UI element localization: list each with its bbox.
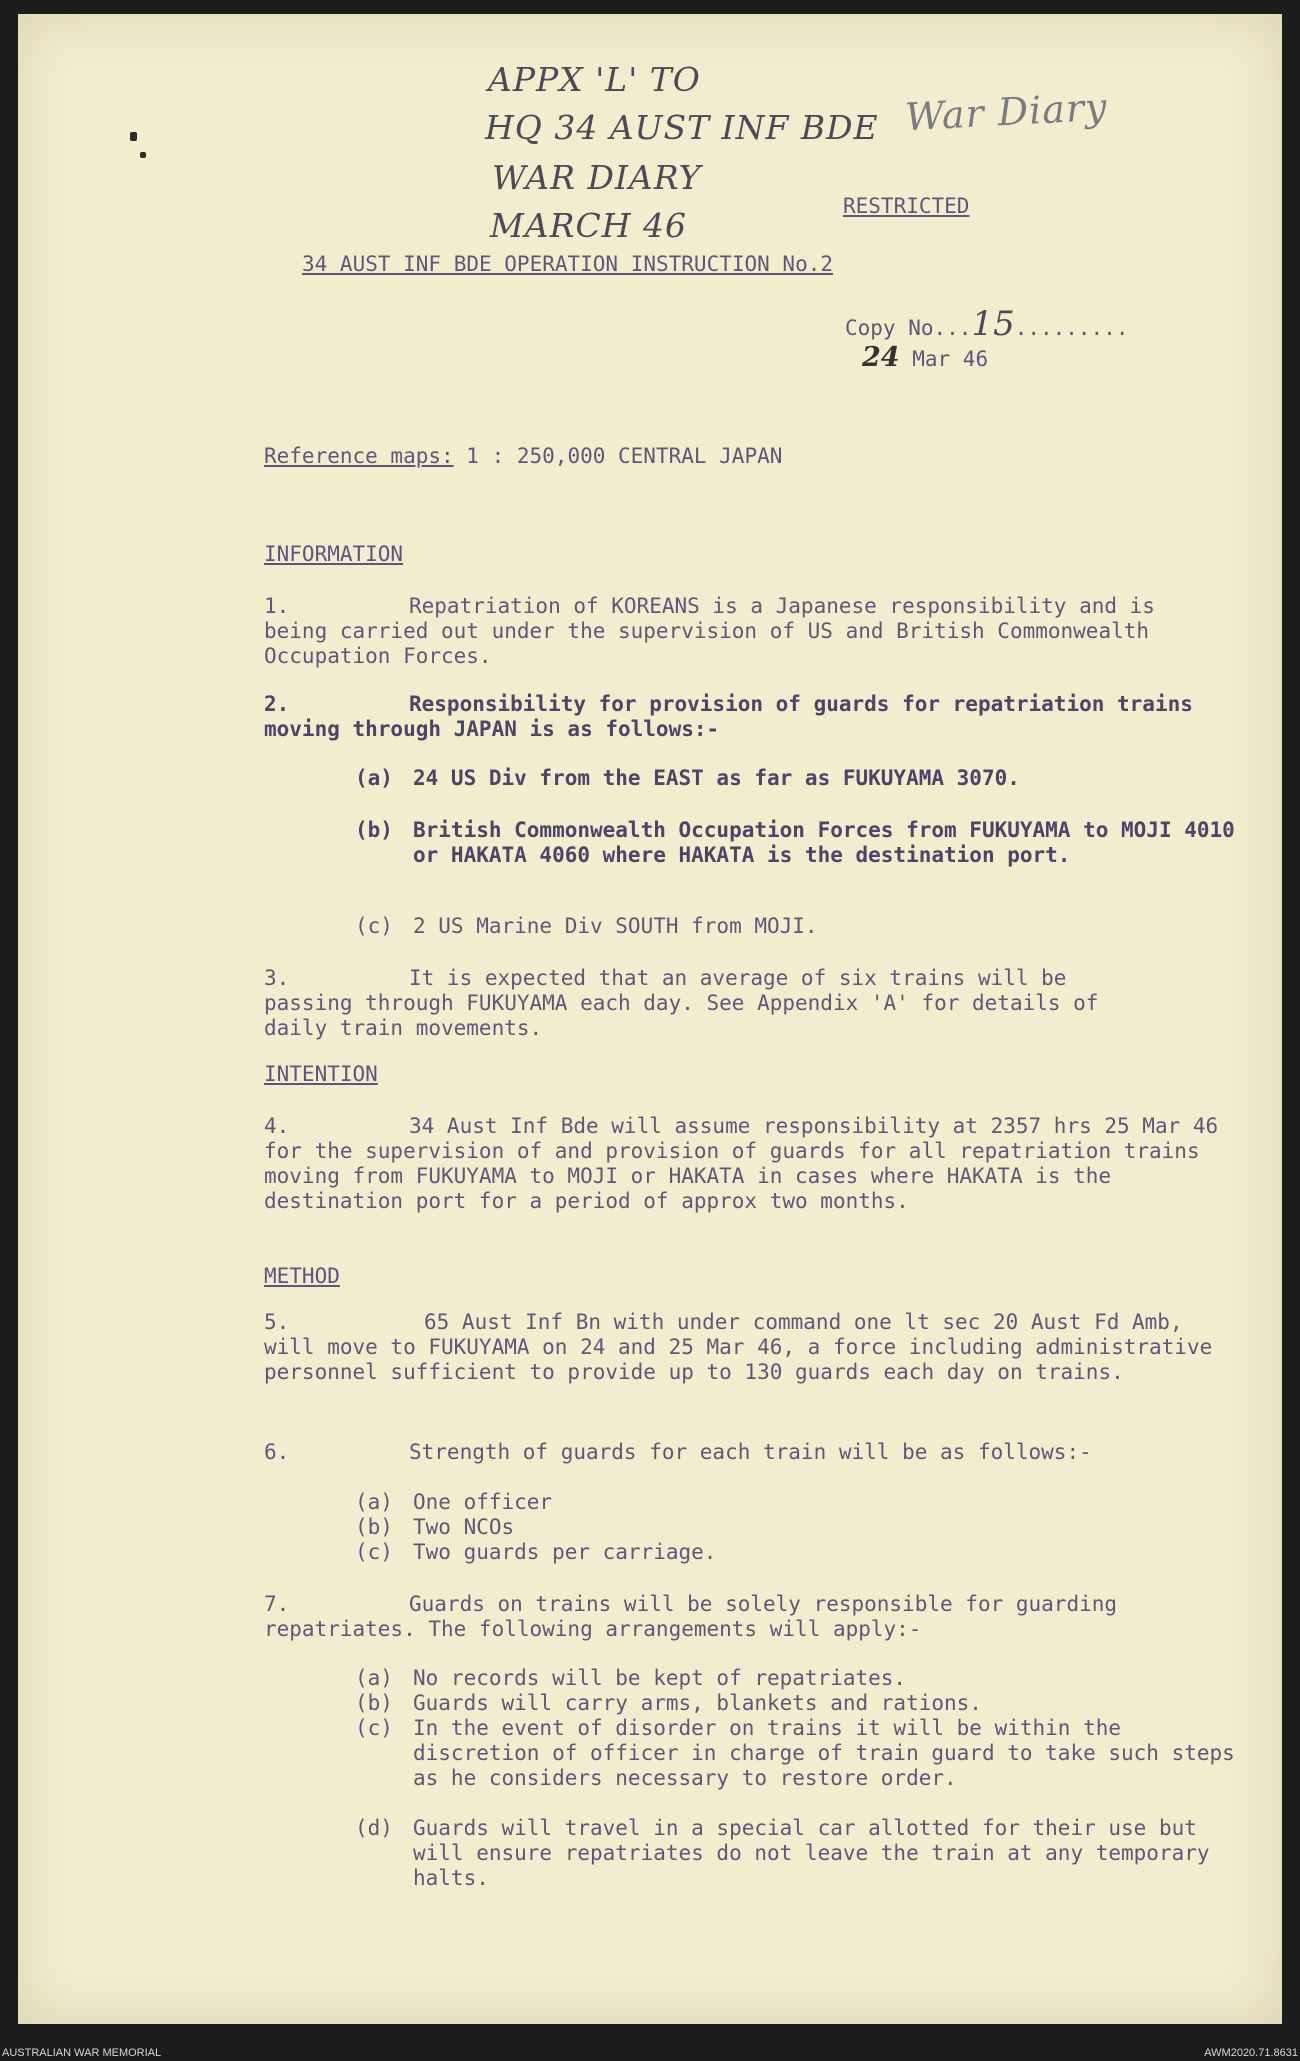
section-method-heading: METHOD <box>264 1264 340 1288</box>
paragraph-2-item-b: (b) British Commonwealth Occupation Forces from FUKUYAMA to MOJI 4010 or HAKATA 4060 where HAKATA is the destination port. <box>355 818 1235 867</box>
document-title: 34 AUST INF BDE OPERATION INSTRUCTION No.2 <box>302 252 834 276</box>
footer-source: AUSTRALIAN WAR MEMORIAL <box>2 2047 162 2059</box>
reference-maps-value: 1 : 250,000 CENTRAL JAPAN <box>453 444 783 468</box>
handwritten-date-day: 24 <box>862 342 900 373</box>
handwritten-annotation-line-1: APPX 'L' TO <box>488 60 701 99</box>
paragraph-7-item-a: (a) No records will be kept of repatriates. <box>355 1666 907 1690</box>
paragraph-6: 6. Strength of guards for each train will be as follows:- <box>264 1440 1092 1464</box>
paragraph-1: 1. Repatriation of KOREANS is a Japanese responsibility and is being carried out under the supervision of US and British Commonwealth Occupation Forces. <box>264 594 1155 668</box>
paragraph-6-item-b: (b) Two NCOs <box>355 1515 515 1539</box>
paragraph-6-item-c: (c) Two guards per carriage. <box>355 1540 717 1564</box>
paragraph-5: 5. 65 Aust Inf Bn with under command one lt sec 20 Aust Fd Amb, will move to FUKUYAMA on 24 and 25 Mar 46, a force including administrative personnel sufficient to provide up to 130 guards each day on trains. <box>264 1310 1213 1384</box>
paragraph-2-item-a: (a) 24 US Div from the EAST as far as FUKUYAMA 3070. <box>355 766 1020 790</box>
paragraph-7-item-c: (c) In the event of disorder on trains it will be within the discretion of officer in charge of train guard to take such steps as he considers necessary to restore order. <box>355 1716 1235 1790</box>
section-information-heading: INFORMATION <box>264 542 404 566</box>
paragraph-6-item-a: (a) One officer <box>355 1490 553 1514</box>
copy-number-line: Copy No...15......... <box>845 304 1129 344</box>
ink-mark <box>140 152 146 158</box>
paragraph-4: 4. 34 Aust Inf Bde will assume responsibility at 2357 hrs 25 Mar 46 for the supervision of and provision of guards for all repatriation trains moving from FUKUYAMA to MOJI or HAKATA in cases where HAKATA is the destination port for a period of approx two months. <box>264 1114 1219 1213</box>
archive-footer <box>0 2046 1300 2061</box>
handwritten-annotation-line-3: WAR DIARY <box>492 158 702 197</box>
classification-label: RESTRICTED <box>843 194 970 218</box>
footer-accession-number: AWM2020.71.8631 <box>1204 2047 1298 2059</box>
paragraph-7: 7. Guards on trains will be solely responsible for guarding repatriates. The following arrangements will apply:- <box>264 1592 1118 1641</box>
paragraph-2-item-c: (c) 2 US Marine Div SOUTH from MOJI. <box>355 914 818 938</box>
paragraph-3: 3. It is expected that an average of six trains will be passing through FUKUYAMA each day. See Appendix 'A' for details of daily train movements. <box>264 966 1099 1040</box>
handwritten-annotation-line-2: HQ 34 AUST INF BDE <box>485 108 879 147</box>
document-date: 24 Mar 46 <box>862 342 989 373</box>
paragraph-7-item-b: (b) Guards will carry arms, blankets and rations. <box>355 1691 982 1715</box>
paragraph-2: 2. Responsibility for provision of guards for repatriation trains moving through JAPAN is as follows:- <box>264 692 1193 741</box>
reference-maps-label: Reference maps: <box>264 444 454 468</box>
handwritten-war-diary: War Diary <box>903 84 1109 140</box>
ink-mark <box>130 132 137 141</box>
reference-maps <box>264 444 782 468</box>
section-intention-heading: INTENTION <box>264 1062 378 1086</box>
handwritten-copy-number: 15 <box>971 304 1015 344</box>
handwritten-annotation-line-4: MARCH 46 <box>490 206 687 245</box>
paragraph-7-item-d: (d) Guards will travel in a special car allotted for their use but will ensure repatriates do not leave the train at any temporary halts. <box>355 1816 1210 1890</box>
